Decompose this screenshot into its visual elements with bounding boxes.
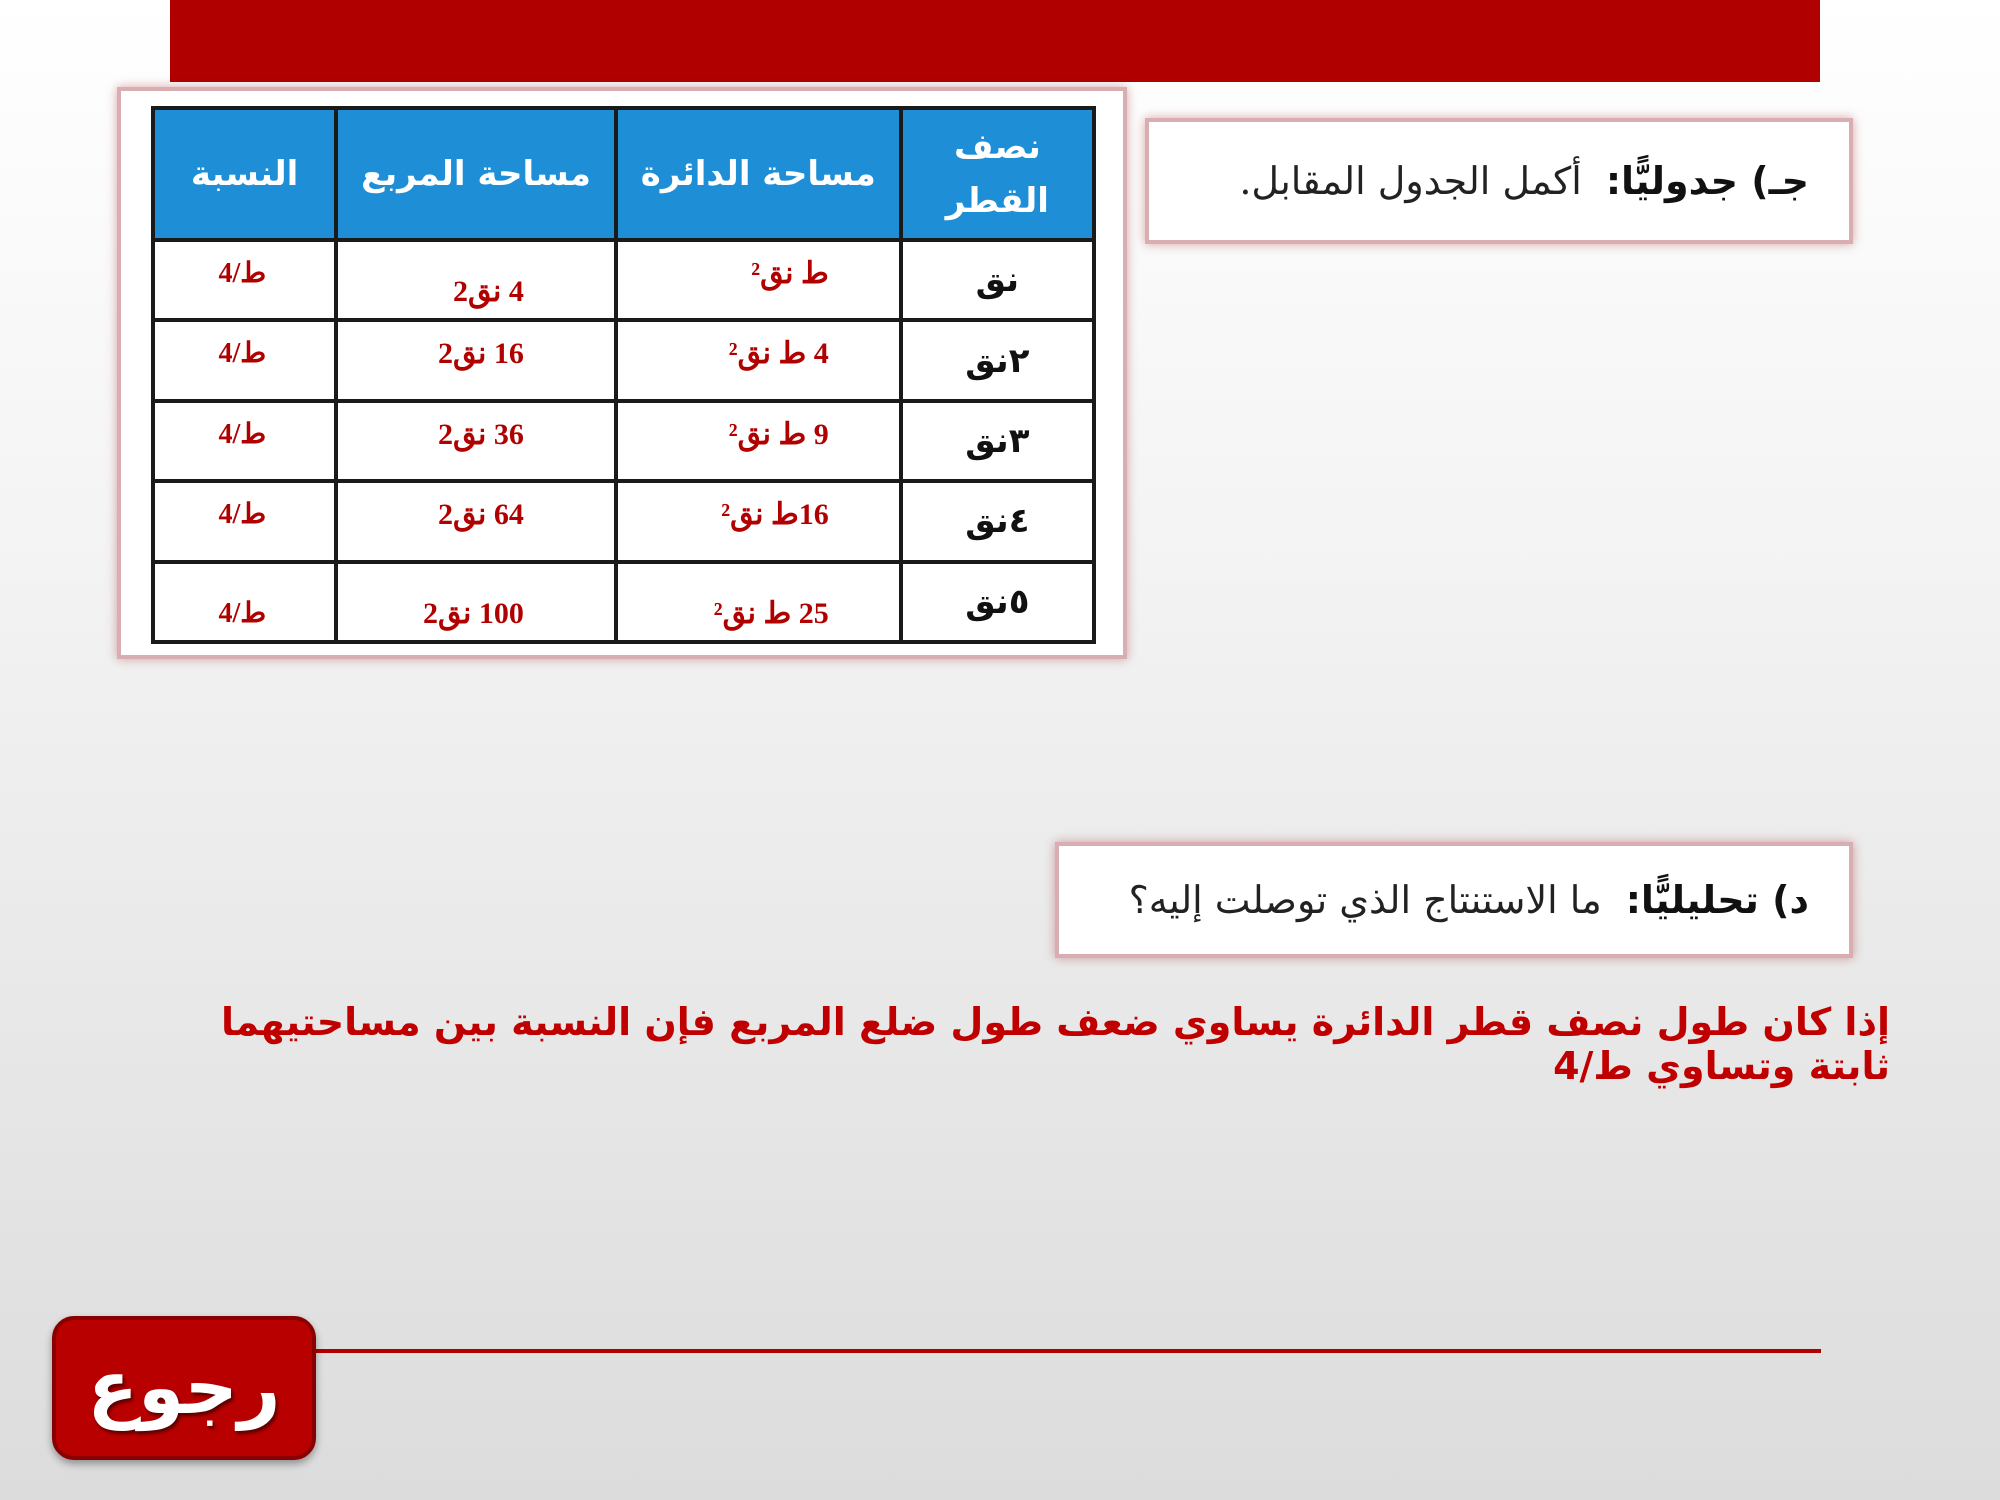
table-row xyxy=(153,562,1094,642)
square-area-value: 36 نق2 xyxy=(438,417,524,451)
task-c-text: أكمل الجدول المقابل. xyxy=(1239,159,1582,203)
ratio-value: ط/4 xyxy=(218,499,267,531)
square-area-value: 100 نق2 xyxy=(423,596,524,630)
ratio-value: ط/4 xyxy=(218,597,267,629)
ratio-cell xyxy=(153,240,336,320)
circle-area-cell xyxy=(616,481,901,561)
ratio-value: ط/4 xyxy=(218,338,267,370)
square-area-value: 16 نق2 xyxy=(438,337,524,371)
header-ratio: النسبة xyxy=(153,108,336,240)
circle-area-cell xyxy=(616,401,901,481)
square-area-cell xyxy=(336,481,616,561)
table-header-row xyxy=(153,108,1094,240)
top-banner xyxy=(170,0,1820,82)
ratio-cell xyxy=(153,401,336,481)
back-button[interactable]: رجوع xyxy=(52,1316,316,1460)
ratio-value: ط/4 xyxy=(218,258,267,289)
table-panel xyxy=(117,87,1127,659)
ratio-cell xyxy=(153,481,336,561)
square-area-cell xyxy=(336,562,616,642)
task-c-callout xyxy=(1145,118,1853,244)
circle-area-value: 9 ط نق² xyxy=(728,417,829,451)
table-row xyxy=(153,481,1094,561)
square-area-cell xyxy=(336,401,616,481)
header-radius: نصف القطر xyxy=(901,108,1094,240)
radius-cell: ٤نق xyxy=(901,481,1094,561)
square-area-cell xyxy=(336,320,616,400)
header-square-area: مساحة المربع xyxy=(336,108,616,240)
header-circle-area: مساحة الدائرة xyxy=(616,108,901,240)
radius-cell: نق xyxy=(901,240,1094,320)
conclusion-text: إذا كان طول نصف قطر الدائرة يساوي ضعف طول ضلع المربع فإن النسبة بين مساحتيهما ثابتة وتساوي ط/4 xyxy=(220,1000,1890,1088)
circle-area-value: 16ط نق² xyxy=(721,498,829,532)
radius-cell: ٣نق xyxy=(901,401,1094,481)
table-row xyxy=(153,320,1094,400)
task-d-label: د) تحليليًّا: xyxy=(1625,878,1809,922)
radius-cell: ٥نق xyxy=(901,562,1094,642)
circle-area-cell xyxy=(616,562,901,642)
ratio-cell xyxy=(153,562,336,642)
table-row xyxy=(153,401,1094,481)
radius-cell: ٢نق xyxy=(901,320,1094,400)
table-row xyxy=(153,240,1094,320)
task-d-callout xyxy=(1055,842,1853,958)
square-area-value: 4 نق2 xyxy=(453,275,524,308)
ratio-value: ط/4 xyxy=(218,418,267,450)
areas-table xyxy=(151,106,1096,644)
ratio-cell xyxy=(153,320,336,400)
square-area-cell xyxy=(336,240,616,320)
circle-area-value: ط نق² xyxy=(751,257,829,290)
task-c-label: جـ) جدوليًّا: xyxy=(1605,159,1809,203)
bottom-divider xyxy=(316,1349,1821,1353)
circle-area-value: 25 ط نق² xyxy=(713,596,829,630)
circle-area-value: 4 ط نق² xyxy=(728,337,829,371)
square-area-value: 64 نق2 xyxy=(438,498,524,532)
task-d-text: ما الاستنتاج الذي توصلت إليه؟ xyxy=(1128,878,1602,922)
circle-area-cell xyxy=(616,320,901,400)
circle-area-cell xyxy=(616,240,901,320)
